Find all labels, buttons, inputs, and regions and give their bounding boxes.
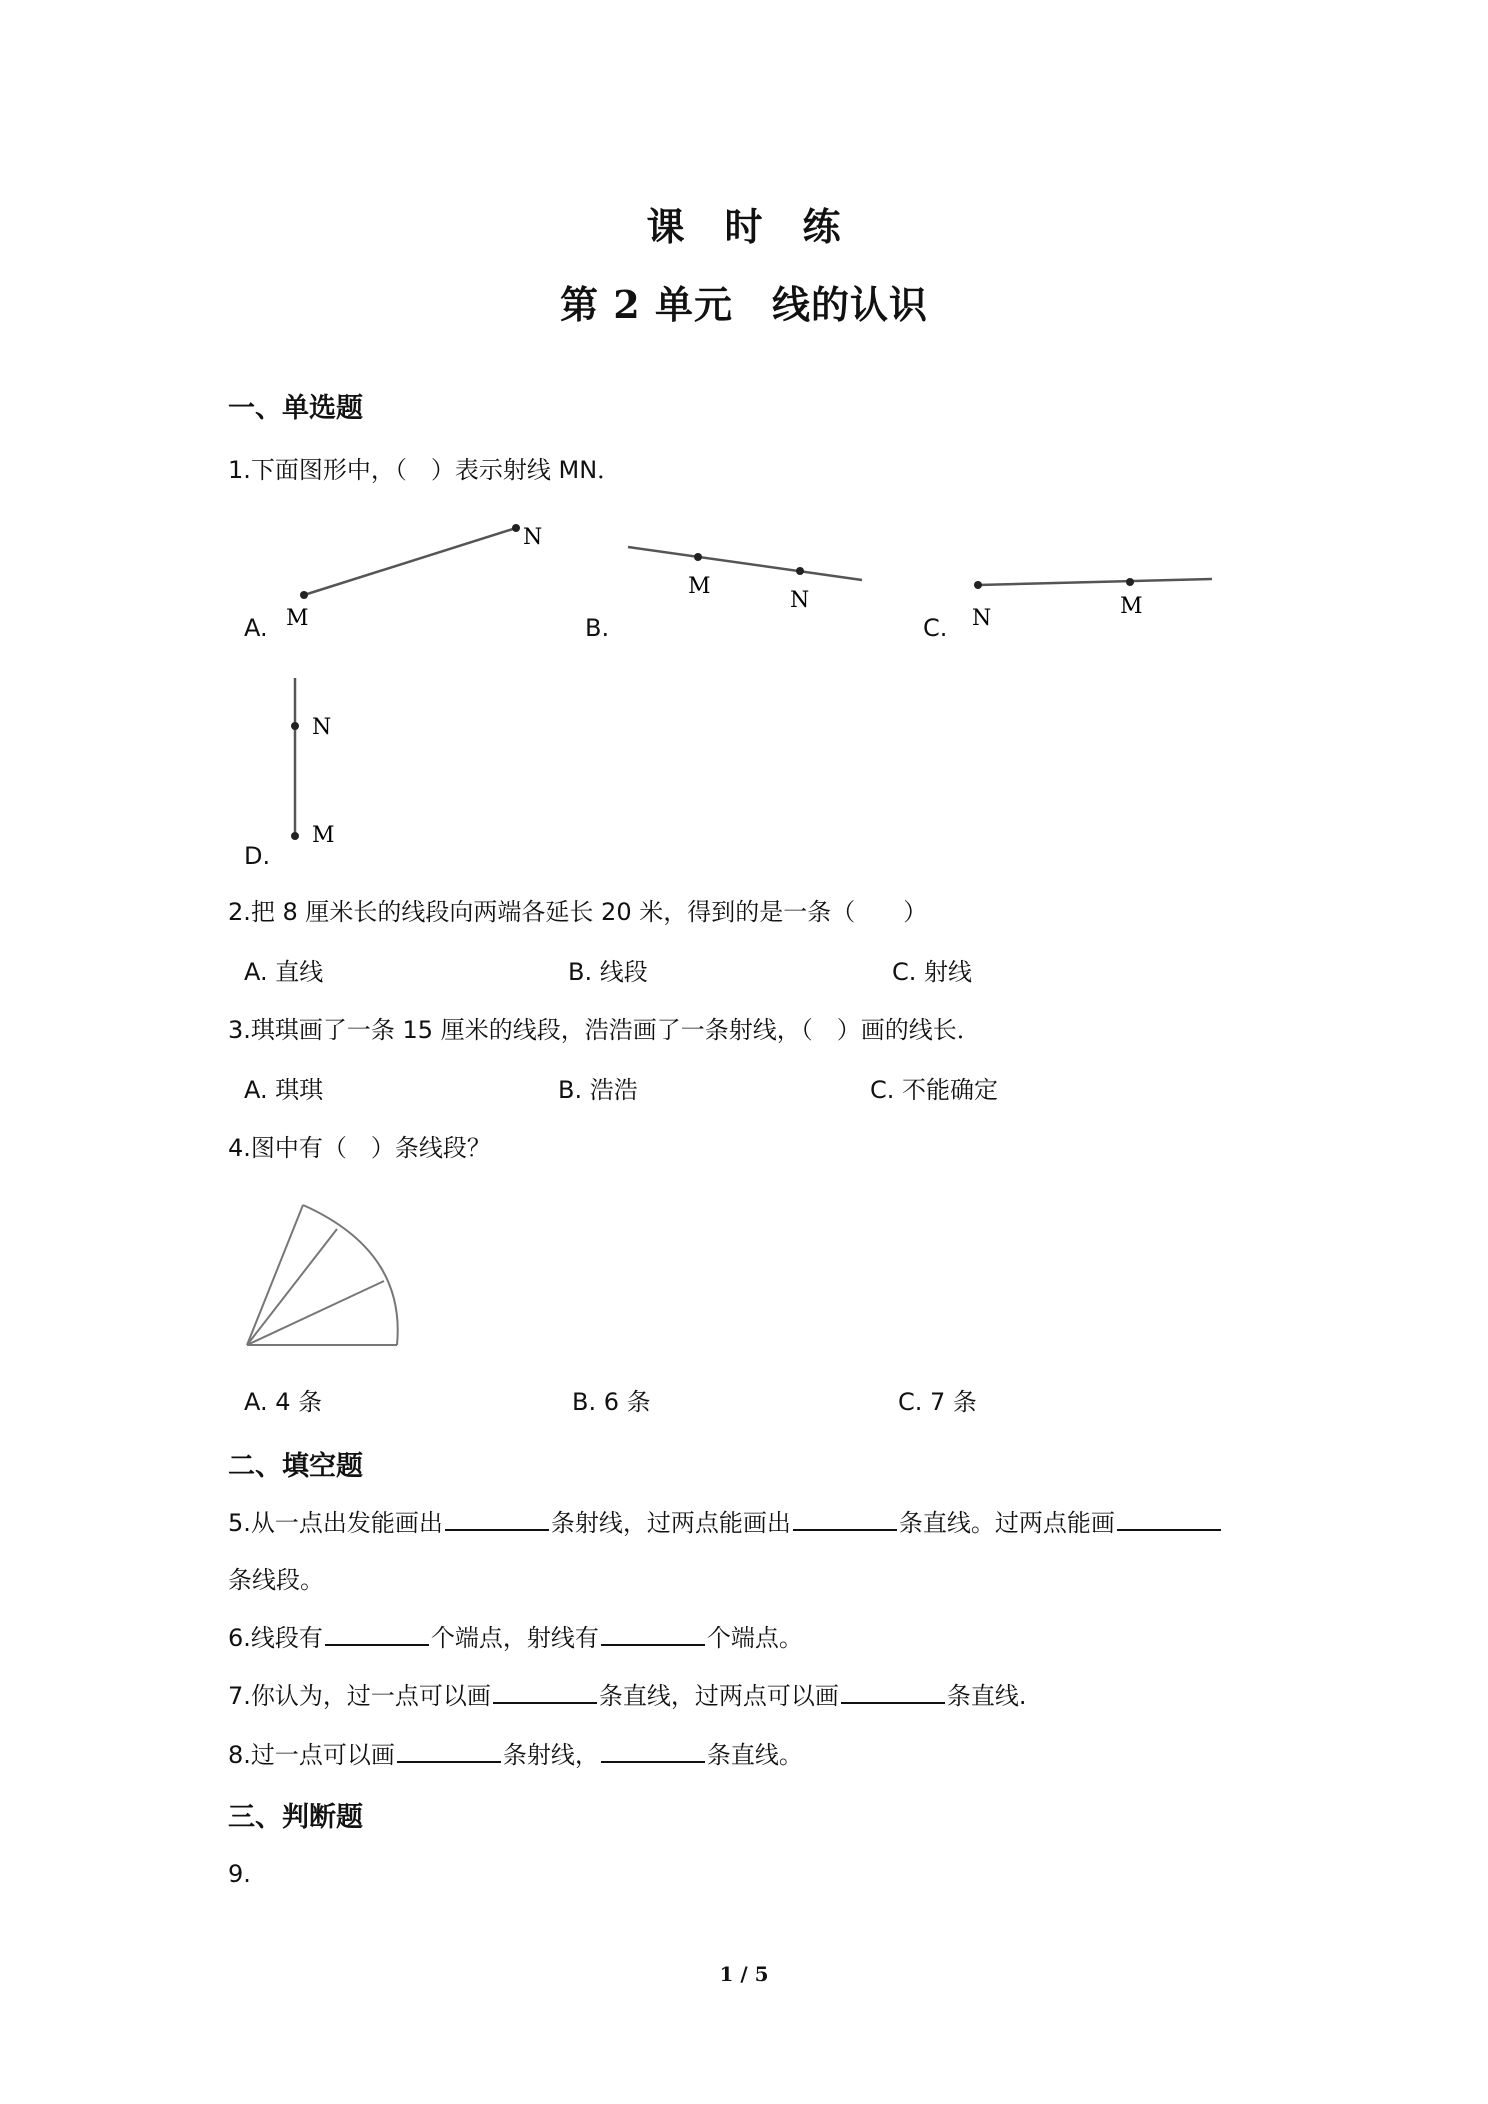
q6-part-3: 个端点。 [706, 1624, 803, 1652]
q5-blank-2[interactable] [793, 1505, 897, 1531]
q2-option-c[interactable]: C. 射线 [892, 958, 973, 986]
page-number: 1 / 5 [719, 1962, 769, 1986]
point-n-label: N [523, 525, 543, 550]
point-n-dot [512, 524, 520, 532]
point-n-label: N [312, 715, 332, 740]
point-n-dot [974, 581, 982, 589]
q4-option-b[interactable]: B. 6 条 [572, 1388, 651, 1416]
q5-part-3: 条直线。过两点能画 [898, 1509, 1115, 1537]
q5-part-2: 条射线，过两点能画出 [550, 1509, 791, 1537]
figure-c-ray [978, 579, 1212, 585]
point-m-label: M [1120, 594, 1143, 619]
sector-arc [303, 1205, 398, 1345]
sector-left-edge [247, 1205, 303, 1345]
q5-blank-1[interactable] [445, 1505, 549, 1531]
point-n-label: N [972, 606, 992, 631]
q1-figure-d [280, 670, 360, 850]
q4-option-c[interactable]: C. 7 条 [898, 1388, 977, 1416]
point-m-label: M [688, 574, 711, 599]
point-m-label: M [312, 823, 335, 848]
q1-figure-a [280, 510, 550, 635]
question-3-text: 3.琪琪画了一条 15 厘米的线段，浩浩画了一条射线，（ ）画的线长． [228, 1016, 981, 1044]
q7-part-1: 7.你认为，过一点可以画 [228, 1682, 491, 1710]
q1-option-d[interactable]: D. [244, 842, 271, 870]
q8-blank-2[interactable] [601, 1737, 705, 1763]
q8-blank-1[interactable] [397, 1737, 501, 1763]
question-8 [228, 1735, 803, 1770]
question-6 [228, 1618, 803, 1653]
page-title: 课 时 练 [646, 204, 842, 249]
question-1-text: 1.下面图形中，（ ）表示射线 MN． [228, 456, 622, 484]
q8-part-2: 条射线， [502, 1741, 599, 1769]
q8-part-1: 8.过一点可以画 [228, 1741, 395, 1769]
point-n-dot [291, 722, 299, 730]
q7-part-2: 条直线，过两点可以画 [598, 1682, 839, 1710]
section-heading-fill-blank: 二、填空题 [228, 1451, 363, 1482]
q7-blank-1[interactable] [493, 1678, 597, 1704]
sector-inner-line-2 [247, 1281, 384, 1345]
q6-blank-1[interactable] [325, 1620, 429, 1646]
point-m-label: M [286, 606, 309, 631]
q3-option-c[interactable]: C. 不能确定 [870, 1076, 999, 1104]
question-2-text: 2.把 8 厘米长的线段向两端各延长 20 米，得到的是一条（ ） [228, 898, 928, 926]
q3-option-b[interactable]: B. 浩浩 [558, 1076, 638, 1104]
q1-option-a[interactable]: A. [244, 614, 268, 642]
q6-blank-2[interactable] [601, 1620, 705, 1646]
q7-blank-2[interactable] [841, 1678, 945, 1704]
sector-inner-line-1 [247, 1229, 337, 1345]
q3-option-a[interactable]: A. 琪琪 [244, 1076, 324, 1104]
section-heading-single-choice: 一、单选题 [228, 393, 363, 424]
point-m-dot [291, 832, 299, 840]
point-n-dot [796, 567, 804, 575]
question-5-line-1 [228, 1503, 1223, 1538]
question-5-line-2: 条线段。 [228, 1566, 324, 1594]
point-m-dot [300, 591, 308, 599]
q4-sector-figure [240, 1195, 410, 1353]
q5-blank-3[interactable] [1117, 1505, 1221, 1531]
point-m-dot [694, 553, 702, 561]
figure-b-line [628, 547, 862, 580]
section-heading-true-false: 三、判断题 [228, 1802, 363, 1833]
figure-a-segment [304, 528, 516, 595]
q6-part-2: 个端点，射线有 [430, 1624, 599, 1652]
q5-part-1: 5.从一点出发能画出 [228, 1509, 443, 1537]
q2-option-a[interactable]: A. 直线 [244, 958, 324, 986]
q1-option-c[interactable]: C. [923, 614, 948, 642]
page-subtitle: 第 2 单元 线的认识 [560, 282, 928, 327]
question-4-text: 4.图中有（ ）条线段？ [228, 1134, 491, 1162]
question-7 [228, 1676, 1027, 1711]
q8-part-3: 条直线。 [706, 1741, 803, 1769]
q7-part-3: 条直线. [946, 1682, 1027, 1710]
q1-option-b[interactable]: B. [585, 614, 610, 642]
q1-figure-c [968, 565, 1228, 635]
point-n-label: N [790, 588, 810, 613]
q1-figure-b [620, 535, 870, 620]
point-m-dot [1126, 578, 1134, 586]
q2-option-b[interactable]: B. 线段 [568, 958, 648, 986]
q6-part-1: 6.线段有 [228, 1624, 323, 1652]
q4-option-a[interactable]: A. 4 条 [244, 1388, 323, 1416]
question-9-text: 9. [228, 1860, 251, 1888]
